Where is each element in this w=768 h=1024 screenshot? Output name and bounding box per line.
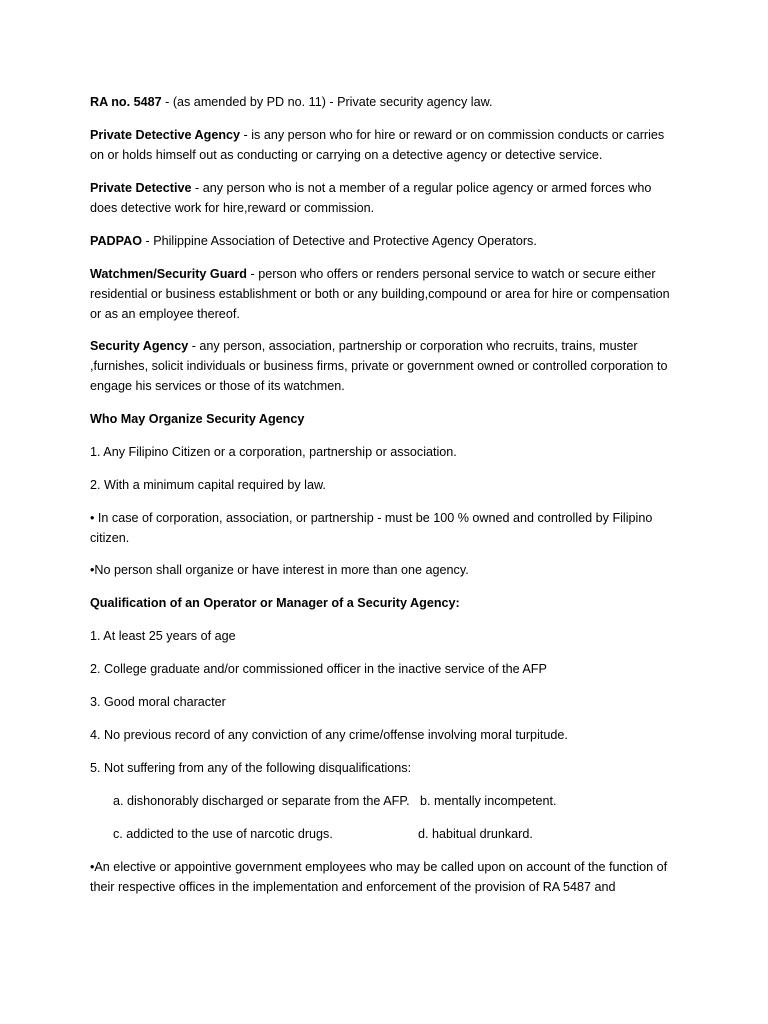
heading-qualification: Qualification of an Operator or Manager of a Security Agency: [90, 596, 460, 610]
paragraph-ra-5487 [90, 92, 680, 112]
qualification-college-graduate: 2. College graduate and/or commissioned officer in the inactive service of the AFP [90, 662, 547, 676]
bullet-one-agency: •No person shall organize or have interest in more than one agency. [90, 563, 469, 577]
paragraph-padpao [90, 231, 680, 251]
heading-who-may-organize: Who May Organize Security Agency [90, 412, 305, 426]
disqualification-c: c. addicted to the use of narcotic drugs. [113, 827, 333, 841]
paragraph-private-detective-agency [90, 125, 680, 165]
definition-watchmen-security-guard: - person who offers or renders personal service to watch or secure either residential or business establishment or both or any building,compound or area for hire or compensation or as an employee thereof. [90, 267, 670, 321]
paragraph-watchmen-security-guard [90, 264, 680, 324]
bullet-government-employees: •An elective or appointive government employees who may be called upon on account of the function of their respective offices in the implementation and enforcement of the provision of RA 5487 and [90, 860, 668, 894]
definition-ra-5487: - (as amended by PD no. 11) - Private security agency law. [161, 95, 493, 109]
disqualification-d: d. habitual drunkard. [418, 827, 533, 841]
term-padpao: PADPAO [90, 234, 143, 248]
qualification-disqualifications: 5. Not suffering from any of the following disqualifications: [90, 761, 412, 775]
qualification-no-conviction: 4. No previous record of any conviction of any crime/offense involving moral turpitude. [90, 728, 568, 742]
bullet-corporation-ownership: • In case of corporation, association, or partnership - must be 100 % owned and controlled by Filipino citizen. [90, 511, 653, 545]
term-private-detective: Private Detective [90, 181, 192, 195]
definition-private-detective-agency: - is any person who for hire or reward or on commission conducts or carries on or holds himself out as conducting or carrying on a detective agency or detective service. [90, 128, 665, 162]
term-watchmen-security-guard: Watchmen/Security Guard [90, 267, 247, 281]
term-ra-5487: RA no. 5487 [90, 95, 162, 109]
definition-padpao: - Philippine Association of Detective and Protective Agency Operators. [142, 234, 537, 248]
term-private-detective-agency: Private Detective Agency [90, 128, 241, 142]
term-security-agency: Security Agency [90, 339, 189, 353]
definition-security-agency: - any person, association, partnership or corporation who recruits, trains, muster ,furnishes, solicit individuals or business firms, private or government owned or controlled corporation to engage his services or those of its watchmen. [90, 339, 668, 393]
paragraph-private-detective [90, 178, 680, 218]
list-item-filipino-citizen: 1. Any Filipino Citizen or a corporation, partnership or association. [90, 445, 457, 459]
qualification-moral-character: 3. Good moral character [90, 695, 226, 709]
disqualification-b: b. mentally incompetent. [420, 794, 557, 808]
list-item-minimum-capital: 2. With a minimum capital required by law. [90, 478, 326, 492]
qualification-age: 1. At least 25 years of age [90, 629, 236, 643]
disqualification-a: a. dishonorably discharged or separate from the AFP. [113, 794, 410, 808]
paragraph-security-agency [90, 336, 680, 396]
definition-private-detective: - any person who is not a member of a regular police agency or armed forces who does detective work for hire,reward or commission. [90, 181, 652, 215]
